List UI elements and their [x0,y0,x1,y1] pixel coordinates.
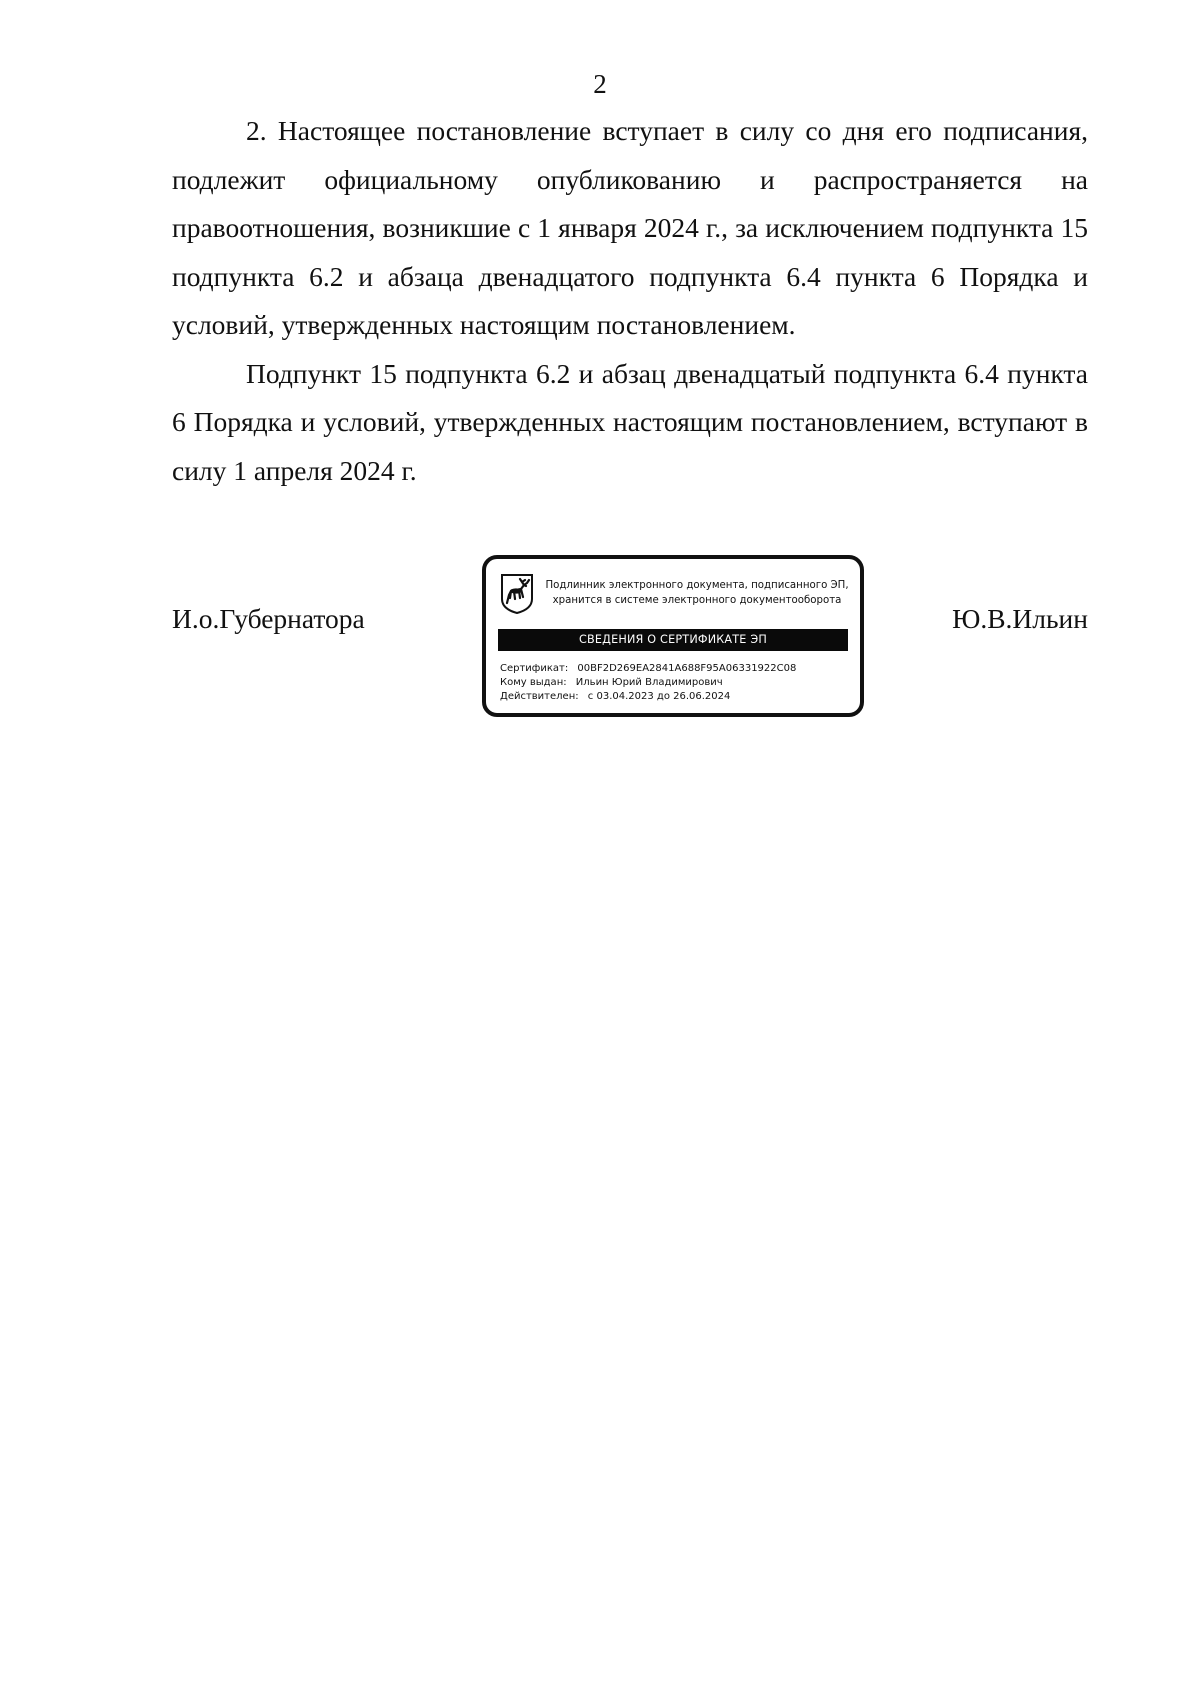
certificate-value: 00BF2D269EA2841A688F95A06331922C08 [577,663,797,674]
paragraph-effective-date: 2. Настоящее постановление вступает в силу со дня его подписания, подлежит официальному опубликованию и распространяется на правоотношения, возникшие с 1 января 2024 г., за исключением подпункта 15 подпункта 6.2 и абзаца двенадцатого подпункта 6.4 пункта 6 Порядка и условий, утвержденных настоящим постановлением. [172,115,1088,340]
electronic-signature-stamp [482,555,864,717]
nizhny-novgorod-deer-emblem-icon [500,573,534,615]
issued-to-label: Кому выдан: [500,677,567,688]
validity-row [500,690,850,704]
signatory-position: И.о.Губернатора [172,603,365,634]
document-body [172,107,1088,495]
stamp-title-bar: СВЕДЕНИЯ О СЕРТИФИКАТЕ ЭП [498,629,848,651]
stamp-certificate-details [500,662,850,704]
validity-value: с 03.04.2023 до 26.06.2024 [587,691,731,702]
stamp-header [538,578,856,608]
page-number: 2 [593,69,607,99]
signatory-name: Ю.В.Ильин [952,603,1088,634]
certificate-row [500,662,850,676]
validity-label: Действителен: [500,691,579,702]
issued-to-row [500,676,850,690]
issued-to-value: Ильин Юрий Владимирович [575,677,723,688]
certificate-label: Сертификат: [500,663,569,674]
stamp-header-line-2: хранится в системе электронного документооборота [552,595,842,606]
paragraph-exception-date: Подпункт 15 подпункта 6.2 и абзац двенадцатый подпункта 6.4 пункта 6 Порядка и условий, утвержденных настоящим постановлением, вступают в силу 1 апреля 2024 г. [172,357,1088,486]
stamp-header-line-1: Подлинник электронного документа, подписанного ЭП, [545,580,849,591]
